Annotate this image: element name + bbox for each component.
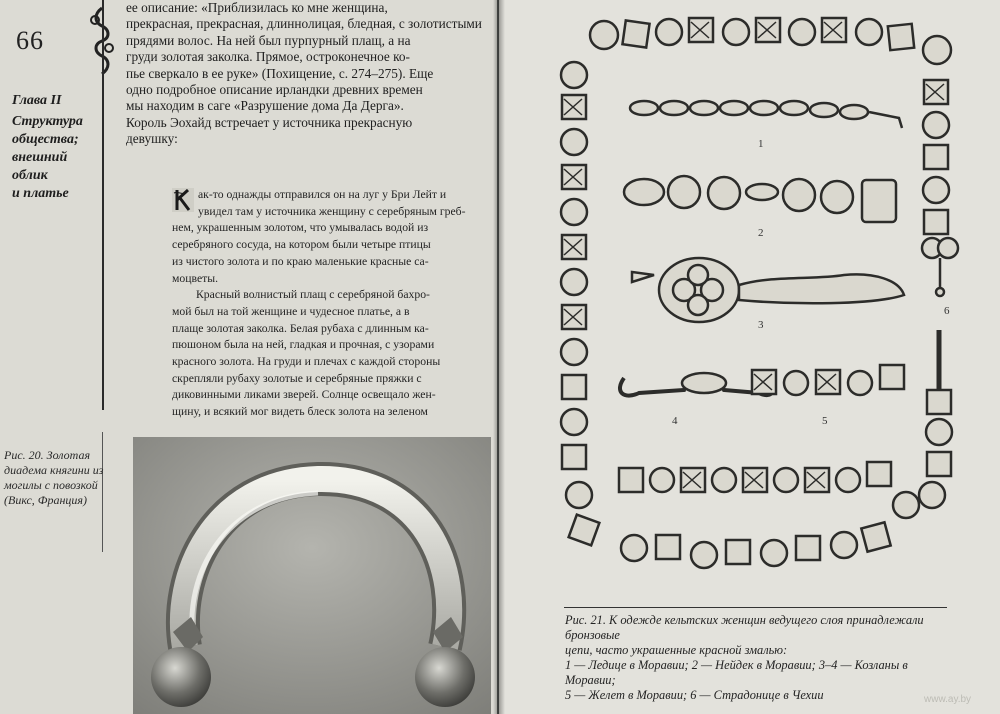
text-line: девушку: bbox=[126, 131, 178, 147]
left-page bbox=[0, 0, 497, 714]
quote-line: мой был на той женщине и чудесное платье, а в bbox=[172, 304, 410, 318]
quote-line: скрепляли рубаху золотые и серебряные пряжки с bbox=[172, 371, 422, 385]
quote-line: диковинными ликами зверей. Солнце освещало жен- bbox=[172, 388, 436, 402]
caption-rule bbox=[564, 607, 947, 608]
right-page bbox=[499, 0, 1000, 714]
figure-number: 4 bbox=[672, 415, 678, 427]
section-title-line: Структура bbox=[12, 114, 83, 129]
margin-rule bbox=[102, 0, 104, 410]
text-line: одно подробное описание ирландки древних времен bbox=[126, 82, 423, 98]
figure-number: 2 bbox=[758, 227, 764, 239]
quote-line: моцветы. bbox=[172, 271, 219, 285]
chain-2 bbox=[624, 176, 896, 222]
section-title-line: облик bbox=[12, 168, 48, 183]
quote-line: щину, и всякий мог видеть блеск золота на зеленом bbox=[172, 405, 428, 419]
quote-line: ак-то однажды отправился он на луг у Бри Лейт и bbox=[198, 188, 447, 201]
watermark: www.ay.by bbox=[924, 694, 972, 705]
text-line: пье сверкало в ее руке» (Похищение, с. 274–275). Еще bbox=[126, 65, 434, 81]
saga-quote bbox=[172, 187, 490, 421]
text-line: ее описание: «Приблизилась ко мне женщина, bbox=[126, 0, 388, 15]
page-number: 66 bbox=[16, 26, 44, 55]
section-title bbox=[12, 113, 98, 203]
caption-line: цепи, часто украшенные красной змалью: bbox=[565, 643, 788, 657]
quote-line: увидел там у источника женщину с серебряным греб- bbox=[198, 204, 466, 218]
section-title-line: и платье bbox=[12, 186, 69, 201]
chain-4 bbox=[620, 373, 774, 396]
section-title-line: внешний bbox=[12, 150, 68, 165]
text-line: Король Эохайд встречает у источника прекрасную bbox=[126, 114, 413, 130]
quote-line: красного золота. На груди и плечах с каждой стороны bbox=[172, 355, 441, 369]
main-text bbox=[126, 0, 488, 148]
text-line: прядями волос. На ней был пурпурный плащ, а на bbox=[126, 32, 411, 48]
figure-caption bbox=[565, 613, 955, 703]
figure-number: 3 bbox=[758, 319, 764, 331]
text-line: прекрасная, прекрасная, длиннолицая, бледная, с золотистыми bbox=[126, 16, 482, 32]
figure-number: 6 bbox=[944, 305, 950, 317]
figure-number: 5 bbox=[822, 415, 828, 427]
photo-caption: Рис. 20. Золотая диадема княгини из могилы с повозкой (Викс, Франция) bbox=[4, 448, 104, 507]
caption-line: 5 — Желет в Моравии; 6 — Страдонице в Чехии bbox=[565, 688, 824, 702]
book-gutter bbox=[493, 0, 505, 714]
chapter-label: Глава II bbox=[12, 93, 62, 108]
section-title-line: общества; bbox=[12, 132, 79, 147]
quote-line: нем, украшенным золотом, что умывалась водой из bbox=[172, 221, 429, 235]
chain-3 bbox=[632, 258, 904, 322]
chain-lower bbox=[619, 462, 891, 492]
quote-line: пюшоном была на ней, гладкая и прочная, с узорами bbox=[172, 338, 435, 352]
quote-line: Красный волнистый плащ с серебряной бахро- bbox=[196, 288, 430, 302]
quote-line: из чистого золота и по краю маленькие красные са- bbox=[172, 254, 429, 268]
quote-line: плаще золотая заколка. Белая рубаха с длинным ка- bbox=[172, 321, 429, 335]
figure-number: 1 bbox=[758, 138, 764, 150]
text-line: мы находим в саге «Разрушение дома Да Дерга». bbox=[126, 98, 404, 114]
chain-1 bbox=[630, 101, 902, 128]
quote-line: серебряного сосуда, на котором были четыре птицы bbox=[172, 238, 431, 252]
chain-5 bbox=[752, 365, 904, 395]
text-line: груди золотая заколка. Прямое, остроконечное ко- bbox=[126, 49, 410, 65]
caption-line: 1 — Ледице в Моравии; 2 — Нейдек в Моравии; 3–4 — Козланы в Моравии; bbox=[565, 658, 908, 687]
caption-line: Рис. 21. К одежде кельтских женщин ведущего слоя принадлежали бронзовые bbox=[565, 613, 924, 642]
chain-illustration bbox=[544, 0, 974, 610]
dropcap-k-icon bbox=[172, 188, 194, 212]
torque-photo bbox=[133, 437, 491, 714]
